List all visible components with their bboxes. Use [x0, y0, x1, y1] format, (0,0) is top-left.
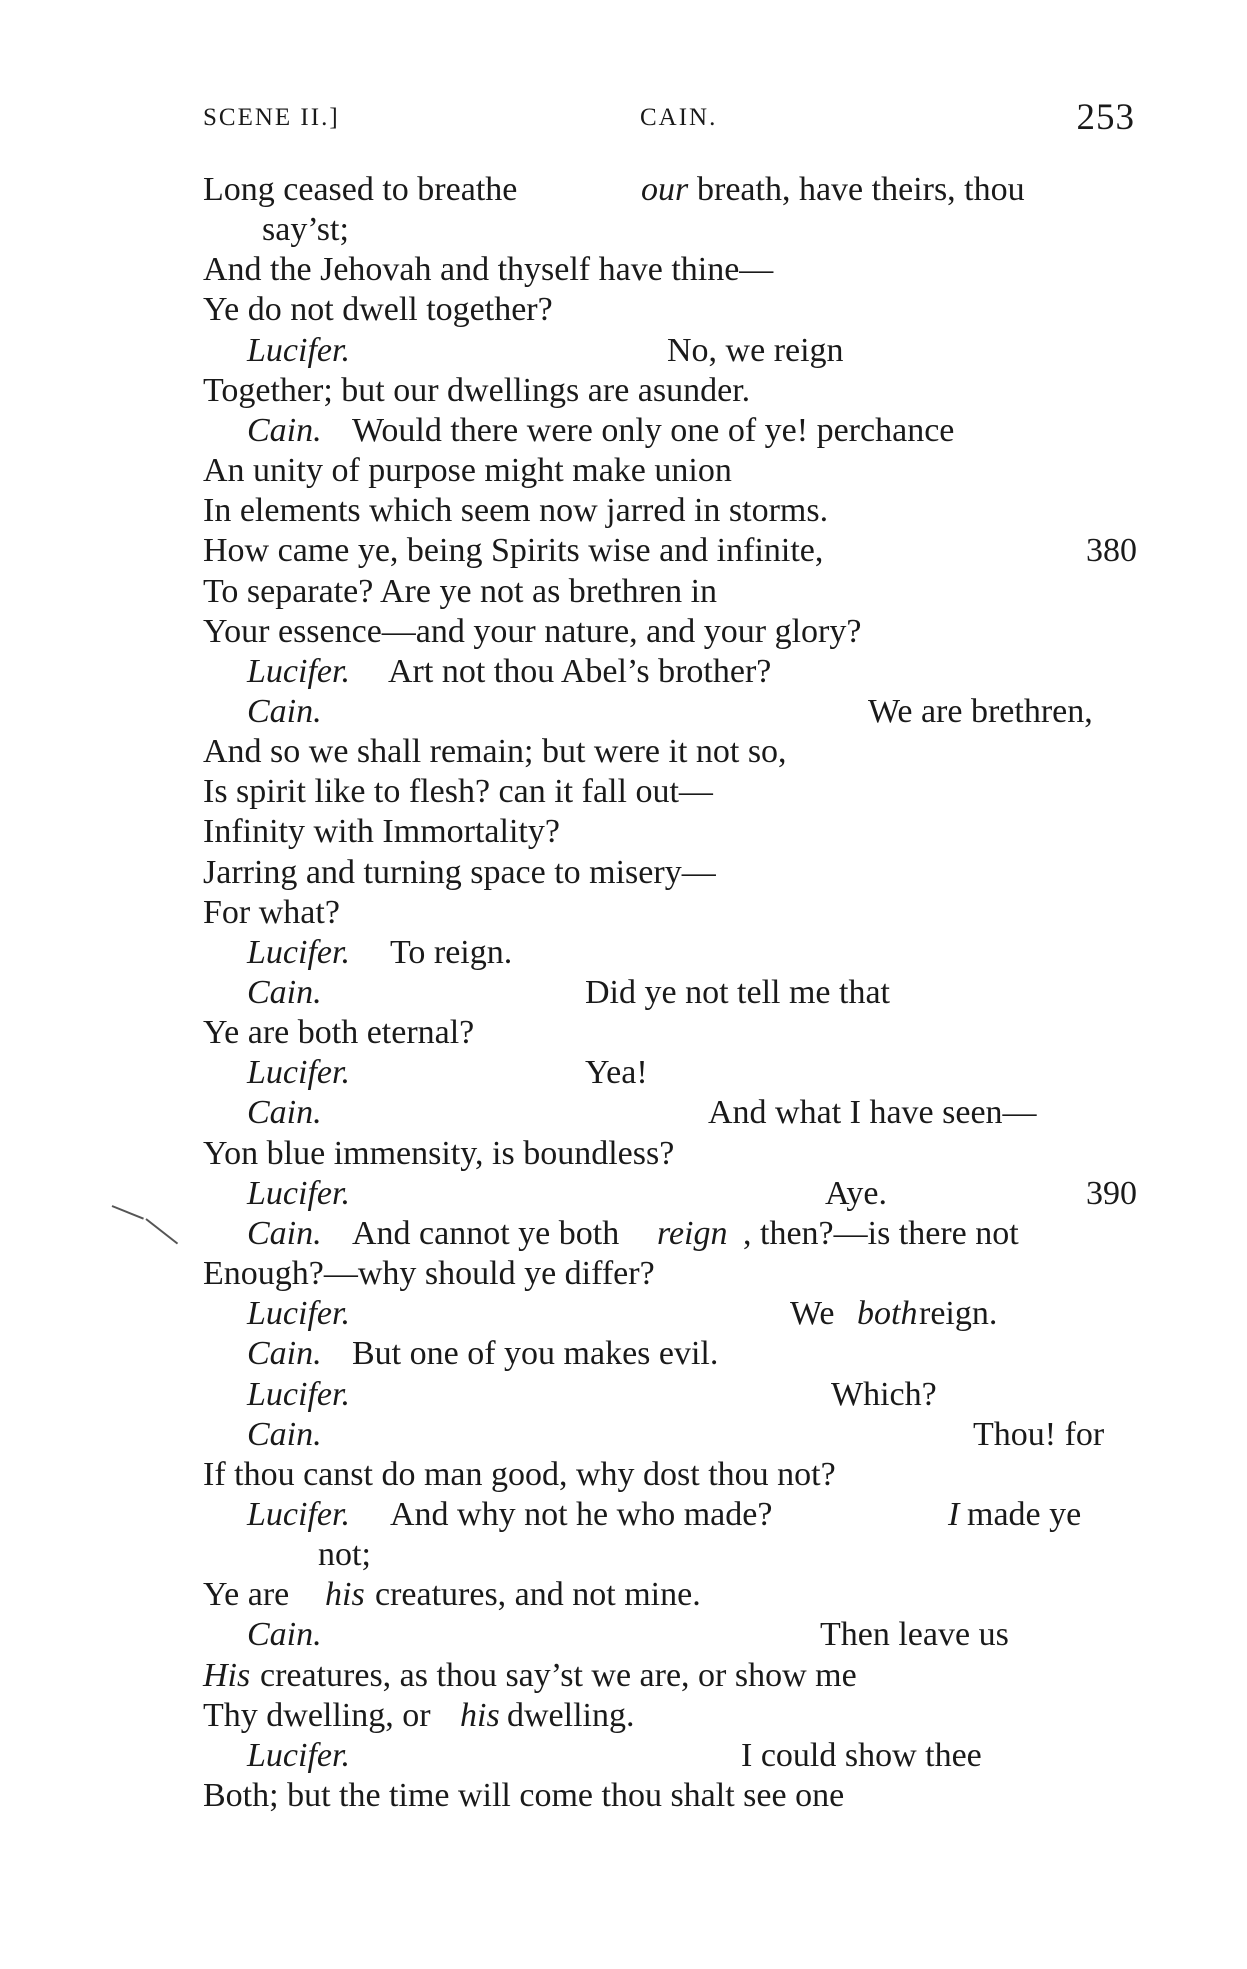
line-text: Would there were only one of ye! perchance: [352, 411, 955, 449]
italic-text: Cain.: [247, 1415, 322, 1453]
line-text: Ye do not dwell together?: [203, 291, 553, 329]
verse-line: [0, 973, 1247, 1013]
italic-text: both: [857, 1295, 918, 1333]
verse-line: [0, 1093, 1247, 1133]
running-header-title: CAIN.: [640, 104, 718, 131]
verse-line: [0, 1696, 1247, 1736]
verse-line: [0, 1776, 1247, 1816]
verse-line: [0, 612, 1247, 652]
verse-line: [0, 1415, 1247, 1455]
italic-text: his: [325, 1576, 365, 1614]
line-text: And the Jehovah and thyself have thine—: [203, 251, 774, 289]
italic-text: Lucifer.: [247, 1495, 350, 1533]
line-text: I could show thee: [741, 1736, 982, 1774]
verse-line: [0, 371, 1247, 411]
verse-line: [0, 1575, 1247, 1615]
page-number: 253: [1076, 97, 1135, 138]
line-text: dwelling.: [507, 1696, 635, 1734]
line-text: Ye are: [203, 1576, 290, 1614]
line-text: But one of you makes evil.: [352, 1335, 719, 1373]
line-text: And so we shall remain; but were it not so,: [203, 733, 787, 771]
line-text: Ye are both eternal?: [203, 1014, 475, 1052]
verse-line: [0, 1736, 1247, 1776]
verse-line: [0, 1495, 1247, 1535]
italic-text: our: [641, 171, 689, 208]
verse-line: [0, 772, 1247, 812]
line-text: In elements which seem now jarred in storms.: [203, 492, 829, 530]
verse-line: [0, 652, 1247, 692]
verse-line: [0, 1535, 1247, 1575]
line-text: Art not thou Abel’s brother?: [388, 652, 772, 690]
line-text: And cannot ye both: [352, 1214, 620, 1252]
line-text: Thou! for: [973, 1415, 1105, 1453]
verse-line: [0, 1375, 1247, 1415]
verse-line: [0, 933, 1247, 973]
italic-text: his: [460, 1696, 500, 1734]
line-text: Then leave us: [820, 1616, 1009, 1654]
line-text: say’st;: [262, 211, 349, 249]
verse-line: [0, 170, 1247, 210]
line-text: breath, have theirs, thou: [697, 171, 1025, 208]
line-number: 380: [1086, 532, 1137, 570]
line-text: No, we reign: [667, 331, 844, 369]
italic-text: Lucifer.: [247, 1054, 350, 1092]
line-text: , then?—is there not: [743, 1214, 1019, 1252]
italic-text: Cain.: [247, 1214, 322, 1252]
verse-line: [0, 1455, 1247, 1495]
line-text: not;: [318, 1536, 371, 1574]
verse-line: [0, 572, 1247, 612]
verse-line: [0, 1174, 1247, 1214]
line-text: An unity of purpose might make union: [203, 452, 732, 490]
line-text: Enough?—why should ye differ?: [203, 1255, 655, 1293]
line-text: And what I have seen—: [708, 1094, 1037, 1132]
italic-text: I: [948, 1495, 960, 1533]
line-text: If thou canst do man good, why dost thou not?: [203, 1455, 836, 1493]
verse-line: [0, 451, 1247, 491]
italic-text: Lucifer.: [247, 1295, 350, 1333]
line-text: To reign.: [390, 933, 513, 971]
line-text: Aye.: [825, 1174, 888, 1212]
verse-line: [0, 1013, 1247, 1053]
line-text: Together; but our dwellings are asunder.: [203, 371, 751, 409]
italic-text: Cain.: [247, 974, 322, 1011]
verse-line: [0, 893, 1247, 933]
line-text: Did ye not tell me that: [585, 974, 890, 1011]
verse-line: [0, 531, 1247, 571]
line-text: And why not he who made?: [390, 1495, 773, 1533]
line-text: Jarring and turning space to misery—: [203, 853, 716, 891]
line-text: Yea!: [585, 1054, 648, 1092]
line-text: Which?: [831, 1375, 937, 1413]
verse-line: [0, 1254, 1247, 1294]
verse-line: [0, 491, 1247, 531]
verse-line: [0, 1294, 1247, 1334]
verse-line: [0, 732, 1247, 772]
line-text: Long ceased to breathe: [203, 171, 518, 208]
line-text: To separate? Are ye not as brethren in: [203, 572, 718, 610]
line-text: reign.: [919, 1295, 998, 1333]
line-text: Infinity with Immortality?: [203, 813, 560, 851]
italic-text: Cain.: [247, 411, 322, 449]
line-text: Your essence—and your nature, and your glory?: [203, 612, 862, 650]
italic-text: Lucifer.: [247, 652, 350, 690]
verse-line: [0, 1134, 1247, 1174]
italic-text: Lucifer.: [247, 331, 350, 369]
verse-line: [0, 331, 1247, 371]
italic-text: Lucifer.: [247, 1174, 350, 1212]
line-text: Both; but the time will come thou shalt see one: [203, 1777, 845, 1814]
line-text: creatures, as thou say’st we are, or show me: [260, 1656, 857, 1694]
verse-line: [0, 812, 1247, 852]
verse-line: [0, 250, 1247, 290]
verse-line: [0, 1656, 1247, 1696]
verse-line: [0, 1214, 1247, 1254]
verse-line: [0, 1615, 1247, 1655]
italic-text: Cain.: [247, 1094, 322, 1132]
italic-text: Lucifer.: [247, 1375, 350, 1413]
italic-text: Cain.: [247, 1335, 322, 1373]
verse-line: [0, 1053, 1247, 1093]
running-header-scene: SCENE II.]: [203, 104, 340, 131]
line-text: made ye: [967, 1495, 1082, 1533]
italic-text: Lucifer.: [247, 933, 350, 971]
italic-text: Cain.: [247, 692, 322, 730]
line-text: Is spirit like to flesh? can it fall out—: [203, 773, 713, 811]
line-text: Yon blue immensity, is boundless?: [203, 1134, 675, 1172]
verse-line: [0, 290, 1247, 330]
line-text: Thy dwelling, or: [203, 1696, 431, 1734]
line-number: 390: [1086, 1174, 1137, 1212]
verse-line: [0, 1334, 1247, 1374]
verse-line: [0, 853, 1247, 893]
italic-text: reign: [657, 1214, 728, 1252]
line-text: We: [790, 1295, 835, 1333]
line-text: How came ye, being Spirits wise and infinite,: [203, 532, 824, 570]
line-text: We are brethren,: [868, 692, 1093, 730]
verse-line: [0, 411, 1247, 451]
italic-text: Lucifer.: [247, 1736, 350, 1774]
line-text: For what?: [203, 893, 340, 931]
italic-text: His: [203, 1656, 251, 1694]
italic-text: Cain.: [247, 1616, 322, 1654]
verse-line: [0, 692, 1247, 732]
line-text: creatures, and not mine.: [375, 1576, 701, 1614]
verse-line: [0, 210, 1247, 250]
